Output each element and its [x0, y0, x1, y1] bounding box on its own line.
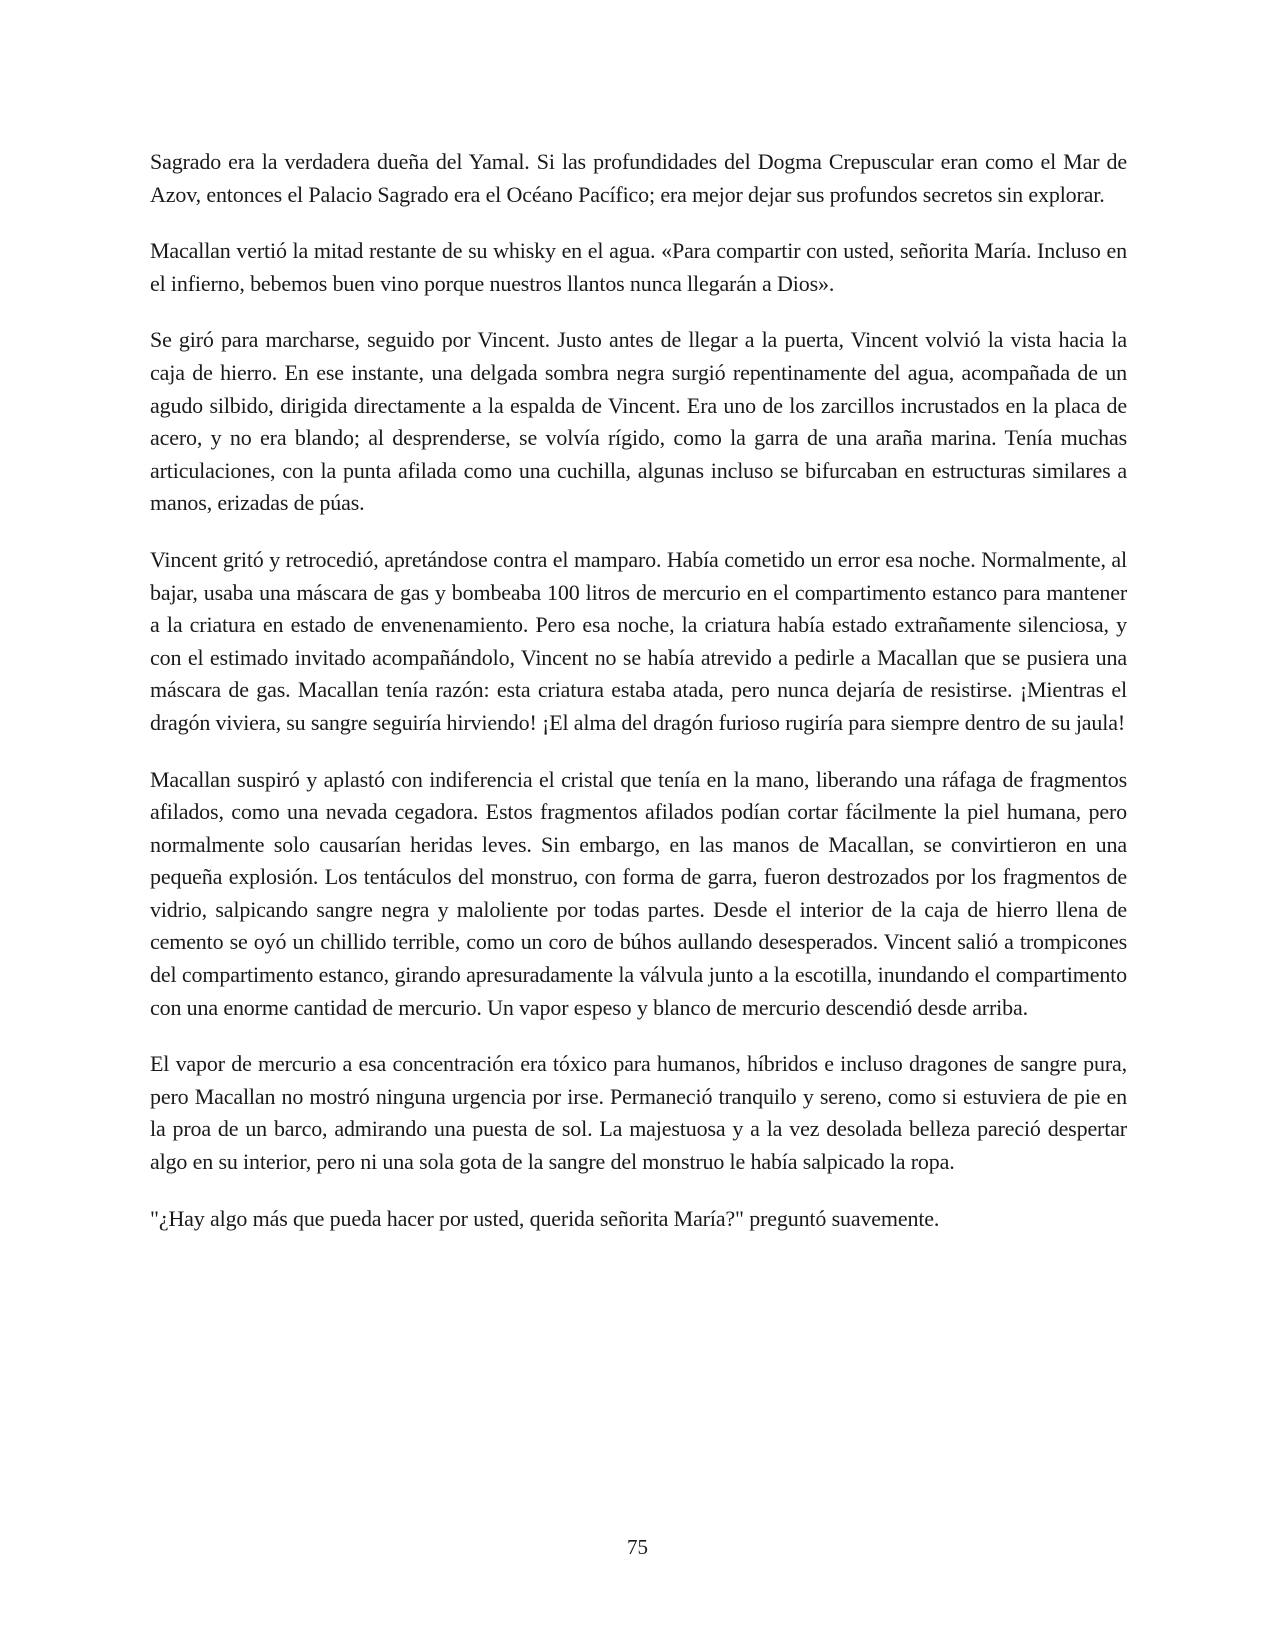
paragraph-7: "¿Hay algo más que pueda hacer por usted, querida señorita María?" preguntó suavemente. — [150, 1205, 940, 1231]
paragraph-2: Macallan vertió la mitad restante de su whisky en el agua. «Para compartir con usted, señorita María. Incluso en el infierno, bebemos buen vino porque nuestros llantos nunca llegarán a Dios». — [150, 238, 1127, 296]
paragraph-1: Sagrado era la verdadera dueña del Yamal. Si las profundidades del Dogma Crepuscular eran como el Mar de Azov, entonces el Palacio Sagrado era el Océano Pacífico; era mejor dejar sus profundos secretos sin explorar. — [150, 149, 1127, 207]
paragraph-4: Vincent gritó y retrocedió, apretándose contra el mamparo. Había cometido un error esa noche. Normalmente, al bajar, usaba una máscara de gas y bombeaba 100 litros de mercurio en el compartimento estanco para mantener a la criatura en estado de envenenamiento. Pero esa noche, la criatura había estado extrañamente silenciosa, y con el estimado invitado acompañándolo, Vincent no se había atrevido a pedirle a Macallan que se pusiera una máscara de gas. Macallan tenía razón: esta criatura estaba atada, pero nunca dejaría de resistirse. ¡Mientras el dragón viviera, su sangre seguiría hirviendo! ¡El alma del dragón furioso rugiría para siempre dentro de su jaula! — [150, 546, 1127, 735]
paragraph-6: El vapor de mercurio a esa concentración era tóxico para humanos, híbridos e incluso dragones de sangre pura, pero Macallan no mostró ninguna urgencia por irse. Permaneció tranquilo y sereno, como si estuviera de pie en la proa de un barco, admirando una puesta de sol. La majestuosa y a la vez desolada belleza pareció despertar algo en su interior, pero ni una sola gota de la sangre del monstruo le había salpicado la ropa. — [150, 1051, 1127, 1175]
page-body — [150, 146, 1127, 1259]
paragraph-3: Se giró para marcharse, seguido por Vincent. Justo antes de llegar a la puerta, Vincent volvió la vista hacia la caja de hierro. En ese instante, una delgada sombra negra surgió repentinamente del agua, acompañada de un agudo silbido, dirigida directamente a la espalda de Vincent. Era uno de los zarcillos incrustados en la placa de acero, y no era blando; al desprenderse, se volvía rígido, como la garra de una araña marina. Tenía muchas articulaciones, con la punta afilada como una cuchilla, algunas incluso se bifurcaban en estructuras similares a manos, erizadas de púas. — [150, 327, 1127, 516]
page-number: 75 — [627, 1535, 648, 1559]
paragraph-5: Macallan suspiró y aplastó con indiferencia el cristal que tenía en la mano, liberando una ráfaga de fragmentos afilados, como una nevada cegadora. Estos fragmentos afilados podían cortar fácilmente la piel humana, pero normalmente solo causarían heridas leves. Sin embargo, en las manos de Macallan, se convirtieron en una pequeña explosión. Los tentáculos del monstruo, con forma de garra, fueron destrozados por los fragmentos de vidrio, salpicando sangre negra y maloliente por todas partes. Desde el interior de la caja de hierro llena de cemento se oyó un chillido terrible, como un coro de búhos aullando desesperados. Vincent salió a trompicones del compartimento estanco, girando apresuradamente la válvula junto a la escotilla, inundando el compartimento con una enorme cantidad de mercurio. Un vapor espeso y blanco de mercurio descendió desde arriba. — [150, 766, 1127, 1020]
